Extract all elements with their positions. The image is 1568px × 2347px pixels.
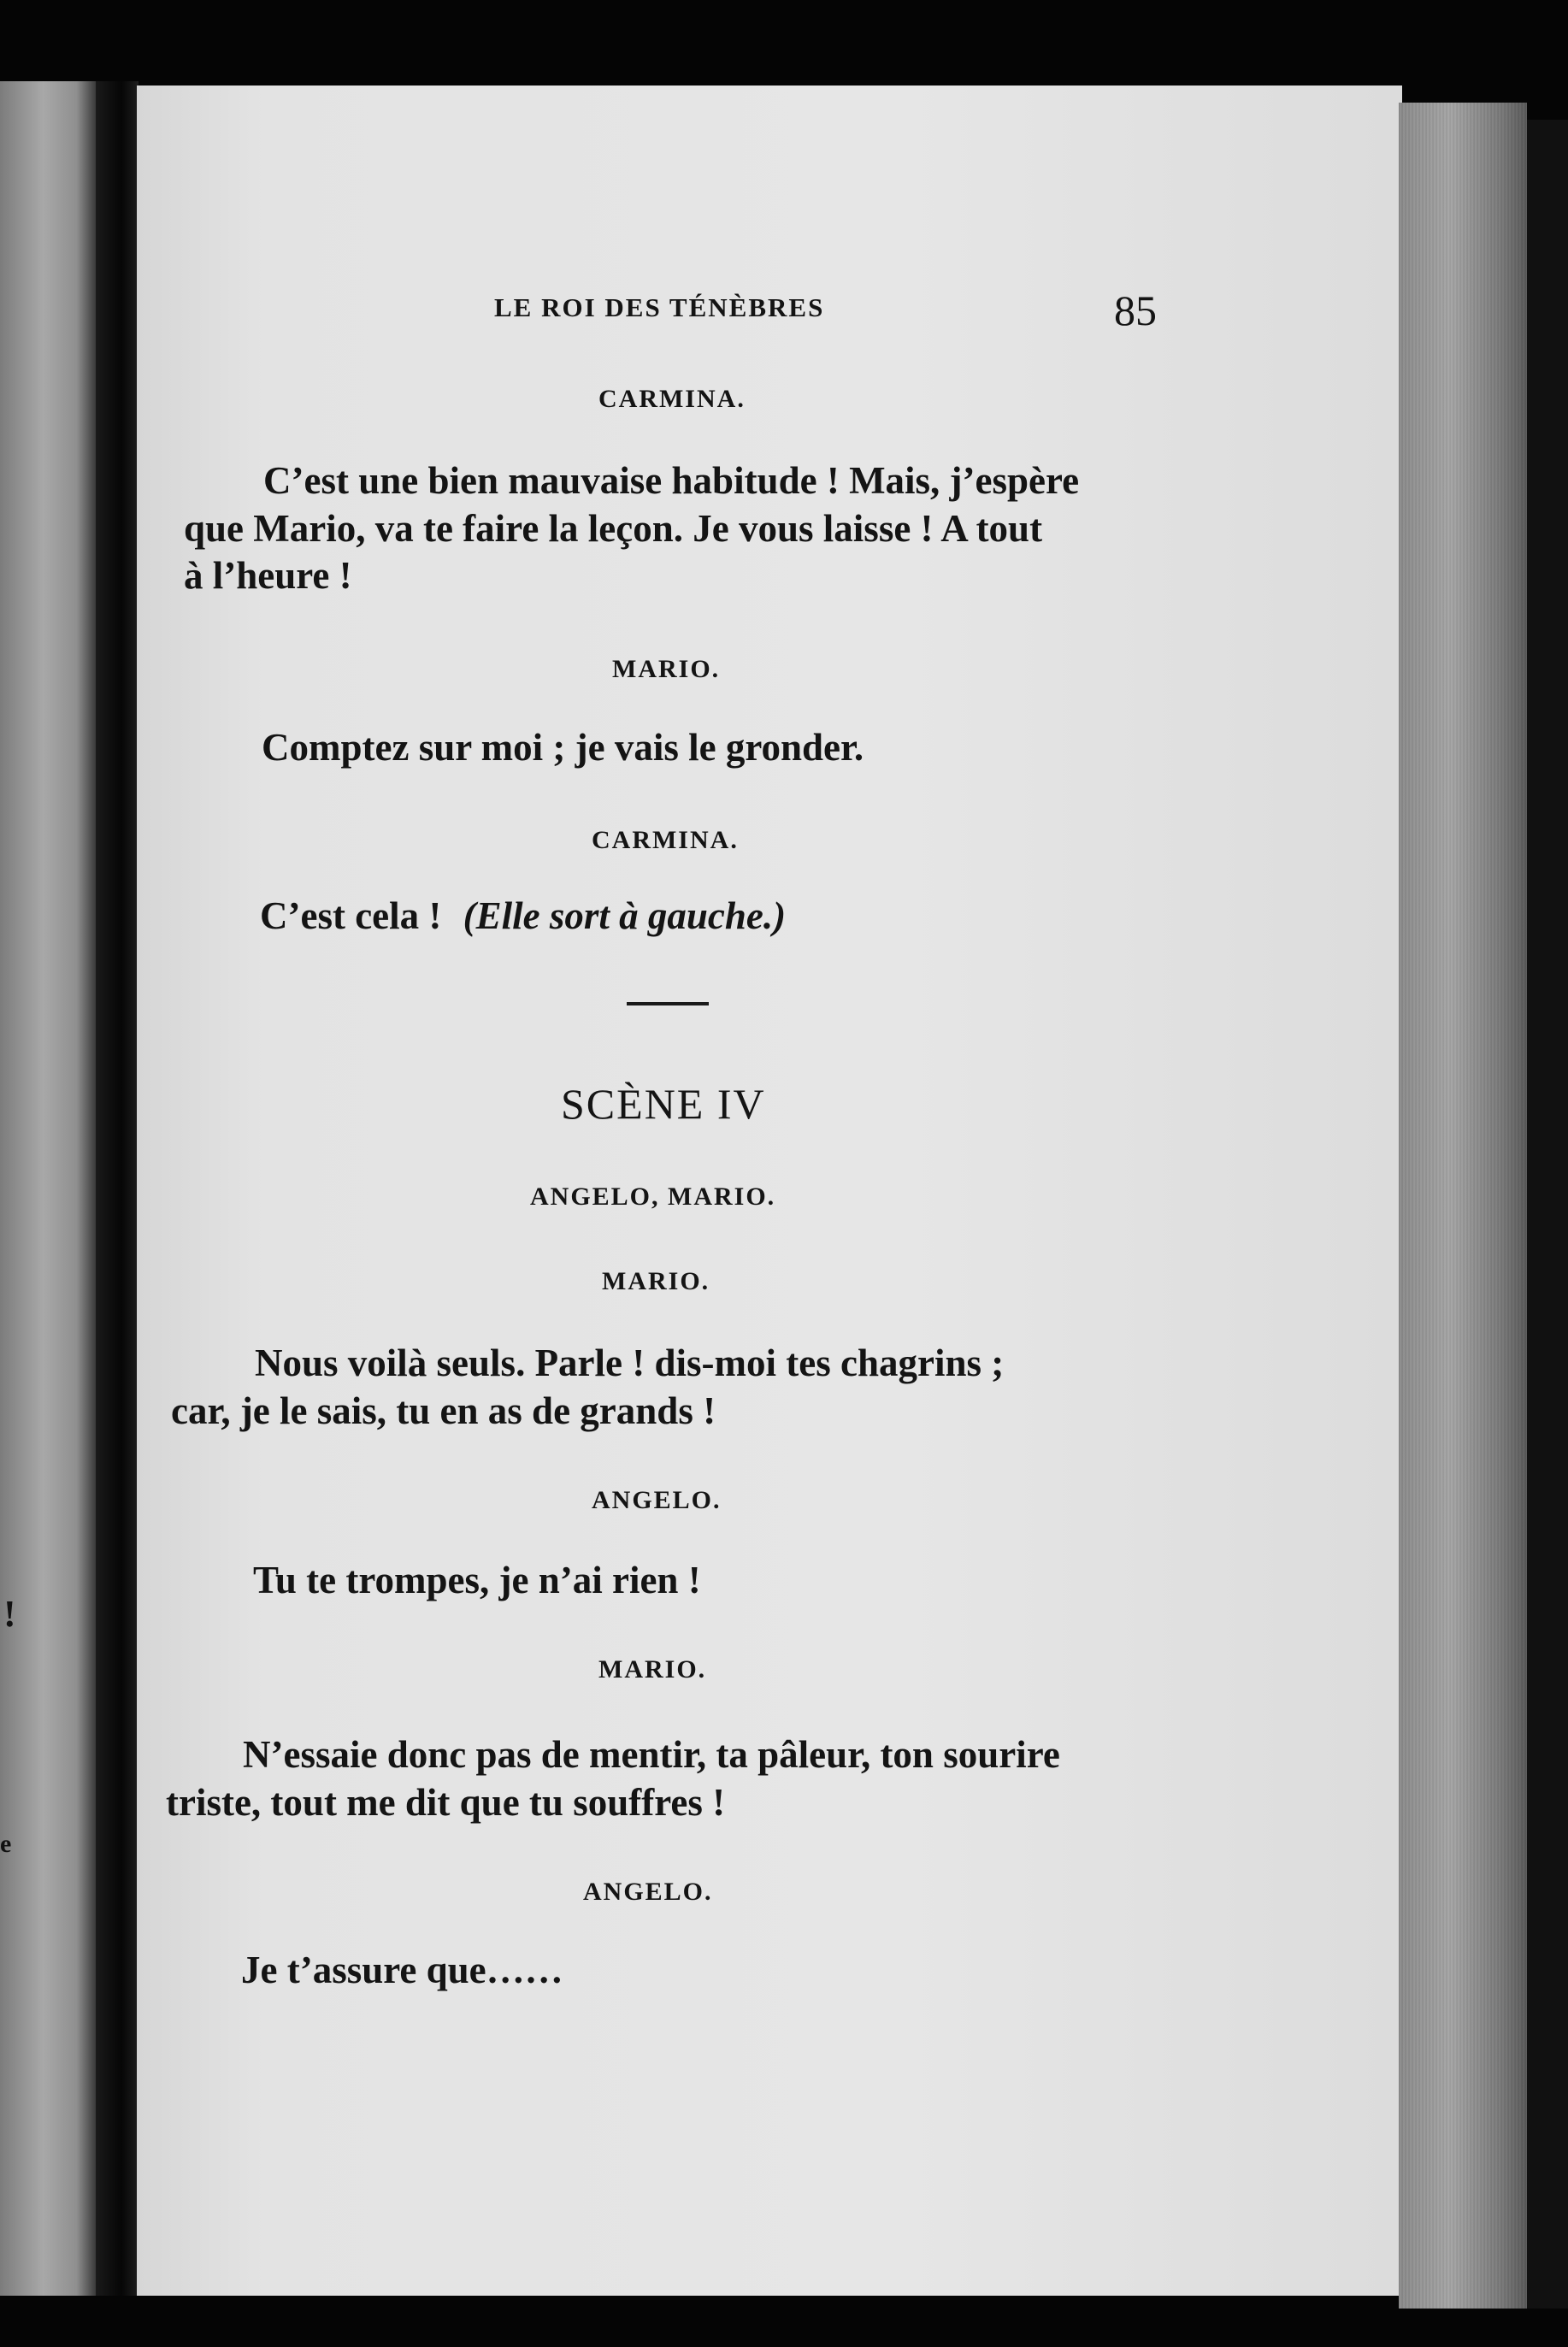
speaker-mario: MARIO. bbox=[598, 1655, 707, 1684]
dialogue-line: triste, tout me dit que tu souffres ! bbox=[166, 1781, 726, 1824]
dialogue-line: C’est une bien mauvaise habitude ! Mais, j’espère bbox=[263, 459, 1080, 502]
scene-divider bbox=[627, 1002, 709, 1005]
facing-page-mark: e bbox=[0, 1830, 12, 1858]
speaker-mario: MARIO. bbox=[602, 1267, 710, 1295]
facing-page-mark: ! bbox=[3, 1593, 16, 1635]
facing-page-edge bbox=[0, 81, 96, 2296]
dialogue-line bbox=[260, 893, 786, 938]
dialogue-line: car, je le sais, tu en as de grands ! bbox=[171, 1389, 716, 1432]
page-stack-edge bbox=[1399, 103, 1527, 2309]
scene-title: SCÈNE IV bbox=[561, 1080, 766, 1128]
speaker-angelo: ANGELO. bbox=[592, 1486, 722, 1514]
dialogue-line: à l’heure ! bbox=[184, 554, 352, 597]
page-number: 85 bbox=[1114, 286, 1157, 334]
dialogue-line: N’essaie donc pas de mentir, ta pâleur, ton sourire bbox=[243, 1733, 1060, 1776]
speaker-mario: MARIO. bbox=[612, 655, 721, 683]
running-head: LE ROI DES TÉNÈBRES bbox=[494, 292, 825, 322]
dialogue-line: Tu te trompes, je n’ai rien ! bbox=[253, 1559, 701, 1601]
dialogue-line: que Mario, va te faire la leçon. Je vous laisse ! A tout bbox=[184, 507, 1043, 550]
stage-direction: (Elle sort à gauche.) bbox=[463, 894, 787, 937]
scan-border bbox=[1527, 120, 1568, 2309]
book-gutter bbox=[96, 81, 139, 2296]
dialogue-line: Comptez sur moi ; je vais le gronder. bbox=[262, 726, 864, 769]
speaker-carmina: CARMINA. bbox=[598, 385, 746, 413]
dialogue-line: Je t’assure que…… bbox=[241, 1949, 563, 1991]
speaker-carmina: CARMINA. bbox=[592, 826, 739, 854]
speaker-angelo: ANGELO. bbox=[583, 1878, 713, 1906]
dialogue-text: C’est cela ! bbox=[260, 894, 442, 937]
scene-cast: ANGELO, MARIO. bbox=[530, 1182, 776, 1211]
dialogue-line: Nous voilà seuls. Parle ! dis-moi tes chagrins ; bbox=[255, 1342, 1005, 1384]
